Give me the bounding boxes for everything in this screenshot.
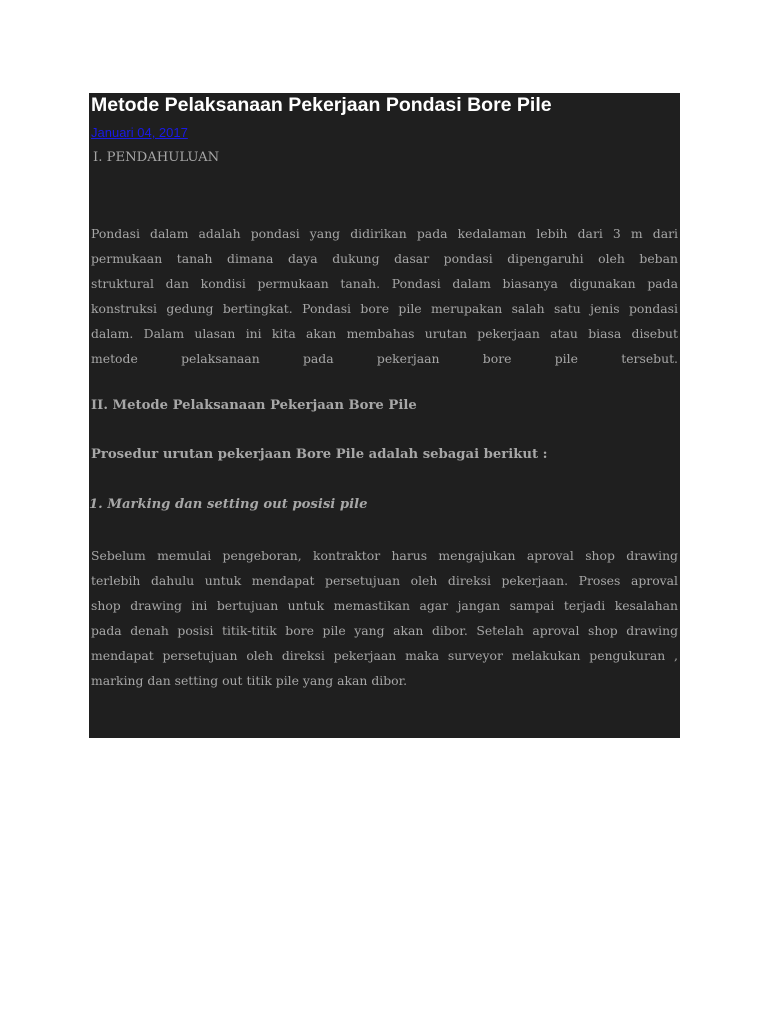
- paragraph-line: Sebelum memulai pengeboran, kontraktor harus mengajukan aproval shop drawing: [91, 548, 678, 563]
- paragraph-line: mendapat persetujuan oleh direksi pekerjaan maka surveyor melakukan pengukuran ,: [91, 648, 678, 663]
- paragraph-line: shop drawing ini bertujuan untuk memastikan agar jangan sampai terjadi kesalahan: [91, 598, 678, 613]
- paragraph-line: pada denah posisi titik-titik bore pile yang akan dibor. Setelah aproval shop drawing: [91, 623, 678, 638]
- paragraph-line: marking dan setting out titik pile yang akan dibor.: [91, 673, 408, 688]
- procedure-heading: Prosedur urutan pekerjaan Bore Pile adalah sebagai berikut :: [91, 447, 548, 462]
- paragraph-line: metode pelaksanaan pada pekerjaan bore pile tersebut.: [91, 351, 678, 366]
- paragraph-line: terlebih dahulu untuk mendapat persetujuan oleh direksi pekerjaan. Proses aproval: [91, 573, 678, 588]
- paragraph-line: Pondasi dalam adalah pondasi yang didirikan pada kedalaman lebih dari 3 m dari: [91, 226, 678, 241]
- paragraph-line: permukaan tanah dimana daya dukung dasar pondasi dipengaruhi oleh beban: [91, 251, 678, 266]
- section-heading-introduction: I. PENDAHULUAN: [93, 150, 220, 165]
- paragraph-marking: [91, 543, 678, 693]
- step-heading-marking: 1. Marking dan setting out posisi pile: [89, 497, 368, 512]
- paragraph-line: konstruksi gedung bertingkat. Pondasi bore pile merupakan salah satu jenis pondasi: [91, 301, 678, 316]
- paragraph-line: struktural dan kondisi permukaan tanah. Pondasi dalam biasanya digunakan pada: [91, 276, 678, 291]
- paragraph-introduction: [91, 221, 678, 371]
- paragraph-line: dalam. Dalam ulasan ini kita akan membahas urutan pekerjaan atau biasa disebut: [91, 326, 678, 341]
- article-title: Metode Pelaksanaan Pekerjaan Pondasi Bore Pile: [91, 94, 552, 116]
- post-date-link[interactable]: Januari 04, 2017: [91, 125, 188, 140]
- section-heading-method: II. Metode Pelaksanaan Pekerjaan Bore Pile: [91, 398, 417, 413]
